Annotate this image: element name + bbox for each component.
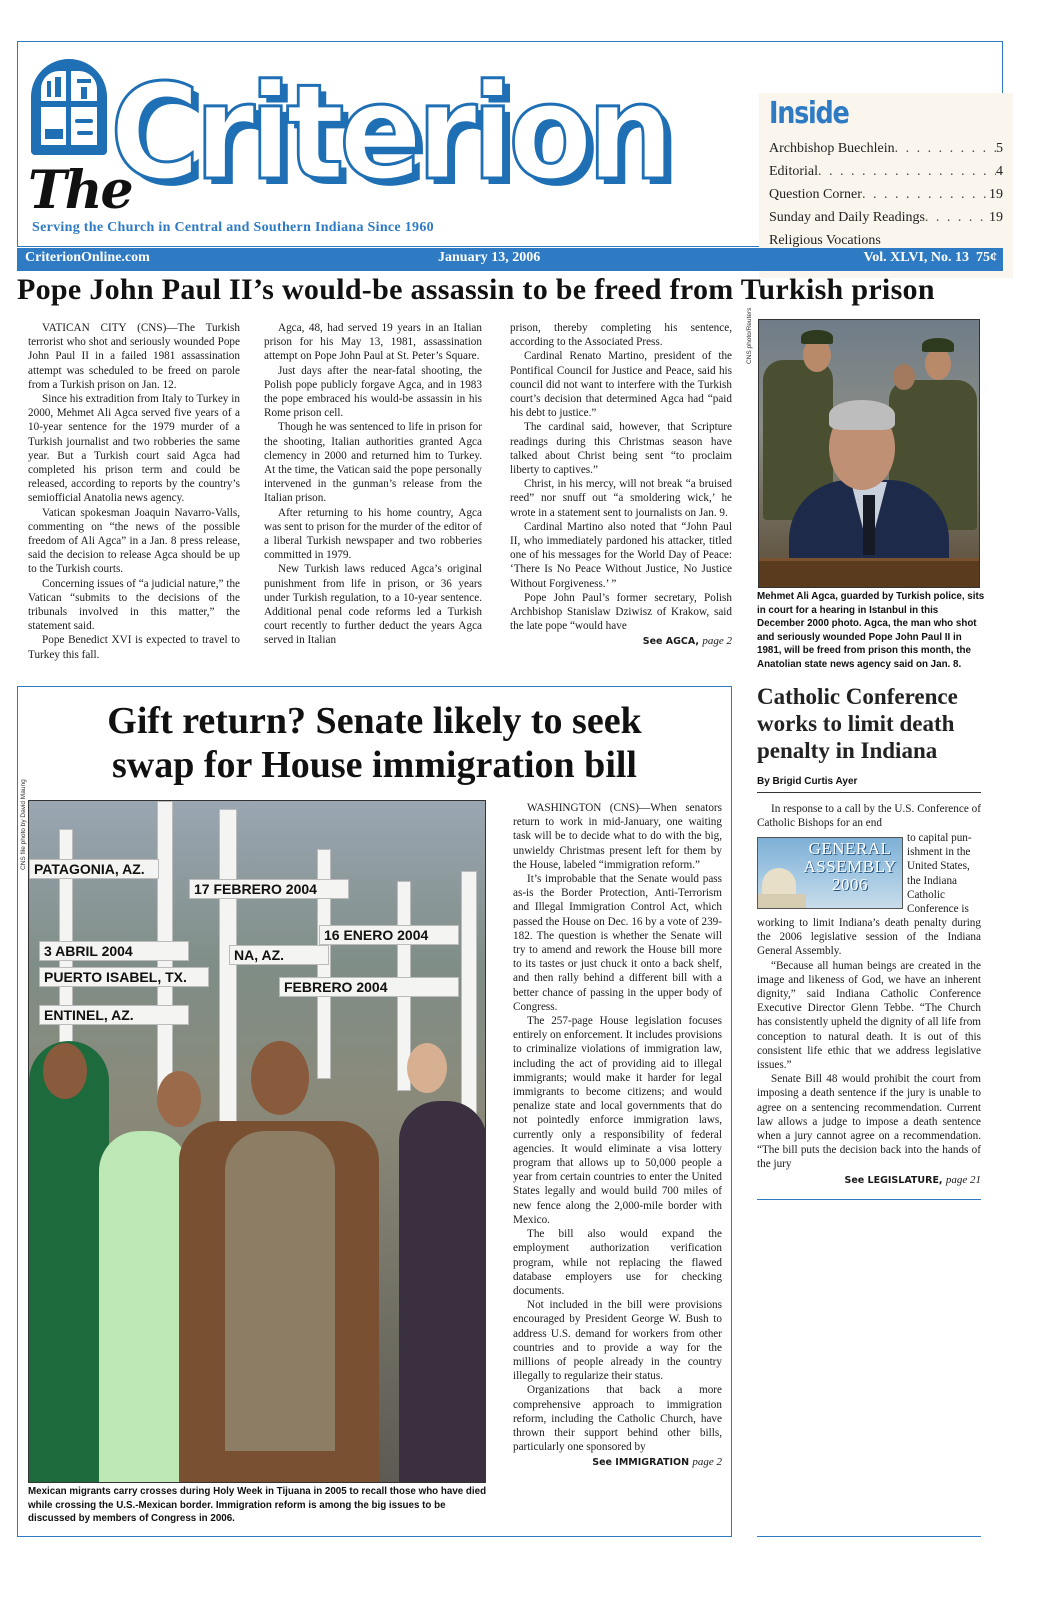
inside-item-label: Editorial <box>769 164 818 179</box>
agca-courtroom-photo <box>758 319 980 588</box>
issue-date: January 13, 2006 <box>438 250 541 265</box>
masthead-tagline: Serving the Church in Central and Southern Indiana Since 1960 <box>32 220 434 235</box>
paragraph: Not included in the bill were provisions encouraged by President George W. Bush to address U.S. demand for workers from other countries and to provide a way for the millions of people already in the country illegally to regularize their status. <box>513 1299 722 1383</box>
divider <box>757 1536 981 1537</box>
jump-link-immigration[interactable]: See IMMIGRATION page 2 <box>592 1456 722 1469</box>
cross-label: NA, AZ. <box>229 945 329 965</box>
divider <box>757 792 981 793</box>
immigration-body <box>513 801 722 1471</box>
inside-title: Inside <box>769 96 849 131</box>
text-line: the Indiana <box>907 874 958 887</box>
inside-item-label: Sunday and Daily Readings <box>769 210 925 225</box>
sidebar-byline: By Brigid Curtis Ayer <box>757 776 858 787</box>
cross-label: FEBRERO 2004 <box>279 977 459 997</box>
inside-item[interactable] <box>769 206 1003 229</box>
paragraph: Pope John Paul’s former secretary, Polish Archbishop Stanislaw Dziwisz of Krakow, said the late pope “would have <box>510 591 732 633</box>
text-line: Conference is <box>907 903 969 916</box>
paragraph: Organizations that back a more comprehensive approach to immigration reform, including the Catholic Church, have thrown their support behind other bills, particularly one sponsored by <box>513 1384 722 1454</box>
divider <box>757 1199 981 1200</box>
cross-label: PATAGONIA, AZ. <box>29 859 159 879</box>
paragraph: The bill also would expand the employment authorization verification program, while not replacing the flawed database employers use for checking documents. <box>513 1228 722 1297</box>
badge-line: 2006 <box>832 875 868 894</box>
migrant-photo-caption: Mexican migrants carry crosses during Holy Week in Tijuana in 2005 to recall those who have died while crossing the U.S.-Mexican border. Immigration reform is among the big issues to be discussed by members of Congress in 2006. <box>28 1486 487 1525</box>
paragraph: Christ, in his mercy, will not break “a bruised reed” nor snuff out “a smoldering wick,’ he wrote in a statement sent to journalists on Jan. 9. <box>510 478 732 519</box>
paragraph: prison, thereby completing his sentence, according to the Associated Press. <box>510 322 732 349</box>
headline-line: Gift return? Senate likely to seek <box>107 700 642 742</box>
general-assembly-badge <box>757 837 903 909</box>
sidebar-wrap-text <box>907 831 983 916</box>
sidebar-body <box>757 916 981 1188</box>
inside-item-label: Question Corner <box>769 187 862 202</box>
paragraph: After returning to his home country, Agca was sent to prison for the murder of the editor of a liberal Turkish newspaper and two robberies committed in 1979. <box>264 506 482 562</box>
paragraph: WASHINGTON (CNS)—When senators return to work in mid-January, one waiting task will be to decide what to do with the big, unwieldy Christmas present left for them by the House, labeled “immigration reform.” <box>513 802 722 871</box>
paragraph: The cardinal said, however, that Scripture readings during this Christmas season have talked about Christ being sent “to proclaim liberty to captives.” <box>510 421 732 477</box>
lead-column-2 <box>264 321 482 648</box>
headline-line: swap for House immigration bill <box>112 744 637 786</box>
website-link[interactable]: CriterionOnline.com <box>25 250 150 265</box>
inside-item[interactable] <box>769 160 1003 183</box>
cross-label: 16 ENERO 2004 <box>319 925 459 945</box>
sidebar-headline: Catholic Conference works to limit death penalty in Indiana <box>757 684 958 763</box>
inside-item-label: Archbishop Buechlein <box>769 141 895 156</box>
text-line: Catholic <box>907 888 945 901</box>
photo-credit: CNS photo/Reuters <box>746 307 753 364</box>
masthead-logo-the: The <box>28 160 132 221</box>
inside-item-label: Religious Vocations <box>769 233 881 248</box>
issue-price: 75¢ <box>976 250 997 265</box>
cross-label: ENTINEL, AZ. <box>39 1005 189 1025</box>
sidebar-intro <box>757 802 981 830</box>
lead-column-1 <box>28 321 240 662</box>
migrant-crosses-photo <box>28 800 486 1483</box>
paragraph: Just days after the near-fatal shooting, the Polish pope publicly forgave Agca, and in 1983 the pope embraced his would-be assassin in his Rome prison cell. <box>264 364 482 420</box>
agca-photo-caption: Mehmet Ali Agca, guarded by Turkish police, sits in court for a hearing in Istanbul in this December 2000 photo. Agca, the man who shot and seriously wounded Pope John Paul II in 1981, will be freed from prison this month, the Anatolian state news agency said on Jan. 8. <box>757 591 985 670</box>
paragraph: Cardinal Renato Martino, president of the Pontifical Council for Justice and Peace, said his council did not want to interfere with the Turkish court’s decision that determined Agca had “paid his debt to justice.” <box>510 350 732 420</box>
inside-item-page: 4 <box>996 164 1003 179</box>
paragraph: Though he was sentenced to life in prison for the shooting, Italian authorities granted Agca clemency in 2000 and returned him to Turkey. At the time, the Vatican said the pope personally intervened in the gunman’s release from the Italian prison. <box>264 421 482 505</box>
jump-link-agca[interactable]: See AGCA, page 2 <box>642 635 732 648</box>
inside-item-page: 19 <box>989 187 1003 202</box>
paragraph: “Because all human beings are created in the image and likeness of God, we have an inherent dignity,” said Indiana Catholic Conference Executive Director Glenn Tebbe. “The Church has consistently upheld the dignity of all life from conception to natural death. It is out of this consistent life ethic that we address legislative issues.” <box>757 959 981 1072</box>
masthead-logo-name: Criterion <box>110 56 669 210</box>
paragraph: Vatican spokesman Joaquin Navarro-Valls, commenting on “the news of the possible freedom of Ali Agca” in a Jan. 8 press release, said the decision to release Agca should be up to the Turkish courts. <box>28 506 240 576</box>
immigration-headline <box>17 699 732 787</box>
paragraph: New Turkish laws reduced Agca’s original punishment from life in prison, or 36 years under Turkish regulation, to a 10-year sentence. Additional penal code reforms led a Turkish court recently to further deduct the years Agca served in Italian <box>264 563 482 647</box>
paragraph: Cardinal Martino also noted that “John Paul II, who immediately pardoned his attacker, titled one of his messages for the World Day of Peace: ‘There Is No Peace Without Justice, No Justice Without Forgiveness.’ ” <box>510 520 732 590</box>
inside-item[interactable] <box>769 137 1003 160</box>
church-window-logo-icon <box>31 59 107 155</box>
paragraph: working to limit Indiana’s death penalty during the 2006 legislative session of the Indiana General Assembly. <box>757 917 981 958</box>
paragraph: It’s improbable that the Senate would pass as-is the Border Protection, Anti-Terrorism and Illegal Immigration Control Act, which passed the House on Dec. 16 by a vote of 239-182. The question is whether the Senate will try to amend and rework the House bill more to its tastes or just chuck it onto a back shelf, and then rally behind a different bill with a better chance of passing in the upper body of Congress. <box>513 873 722 1013</box>
inside-item-page: 5 <box>996 141 1003 156</box>
cross-label: PUERTO ISABEL, TX. <box>39 967 209 987</box>
cross-label: 17 FEBRERO 2004 <box>189 879 349 899</box>
inside-item[interactable] <box>769 183 1003 206</box>
issue-info-bar <box>17 248 1003 271</box>
badge-line: GENERAL <box>808 839 892 858</box>
inside-item-page: 19 <box>989 210 1003 225</box>
issue-volume: Vol. XLVI, No. 13 <box>863 250 969 265</box>
paragraph: Since his extradition from Italy to Turkey in 2000, Mehmet Ali Agca served five years of a 10-year sentence for the 1979 murder of a Turkish journalist and two robberies the same year. But a Turkish court said Agca had completed his prison term and could be released, according to reports by the country’s semiofficial Anatolia news agency. <box>28 393 240 505</box>
paragraph: Pope Benedict XVI is expected to travel to Turkey this fall. <box>28 634 240 661</box>
paragraph: The 257-page House legislation focuses entirely on enforcement. It includes provisions to criminalize violations of immigration law, including the act of providing aid to illegal immigrants; would make it harder for legal immigrants to become citizens; and would penalize state and local governments that do not pointedly enforce immigration laws, currently only a responsibility of federal agencies. It would eliminate a visa lottery program that allows up to 50,000 people a year from certain countries to enter the United States legally and would build 700 miles of new fence along the 2,000-mile border with Mexico. <box>513 1015 722 1226</box>
text-line: to capital pun- <box>907 832 972 844</box>
text-line: United States, <box>907 860 970 873</box>
paragraph: Senate Bill 48 would prohibit the court from imposing a death sentence if the jury is unable to agree on a sentencing recommendation. Current law allows a judge to impose a death sentence when a jury cannot agree on a recommendation. “The bill puts the decision back into the hands of the jury <box>757 1073 981 1171</box>
cross-label: 3 ABRIL 2004 <box>39 941 189 961</box>
paragraph: In response to a call by the U.S. Conference of Catholic Bishops for an end <box>757 803 981 830</box>
masthead <box>17 41 1003 247</box>
paragraph: Agca, 48, had served 19 years in an Italian prison for his May 13, 1981, assassination attempt on Pope John Paul at St. Peter’s Square. <box>264 322 482 363</box>
lead-column-3 <box>510 321 732 650</box>
photo-credit: CNS file photo by David Maung <box>20 779 27 870</box>
inside-list <box>769 137 1003 265</box>
paragraph: VATICAN CITY (CNS)—The Turkish terrorist who shot and seriously wounded Pope John Paul II in a failed 1981 assassination attempt was scheduled to be freed on parole from a Turkish prison on Jan. 12. <box>28 322 240 391</box>
paragraph: Concerning issues of “a judicial nature,” the Vatican “submits to the decisions of the tribunals involved in this matter,” the statement said. <box>28 577 240 633</box>
lead-headline: Pope John Paul II’s would-be assassin to be freed from Turkish prison <box>17 273 935 306</box>
jump-link-legislature[interactable]: See LEGISLATURE, page 21 <box>844 1173 981 1186</box>
text-line: ishment in the <box>907 846 971 859</box>
badge-line: ASSEMBLY <box>803 857 897 876</box>
